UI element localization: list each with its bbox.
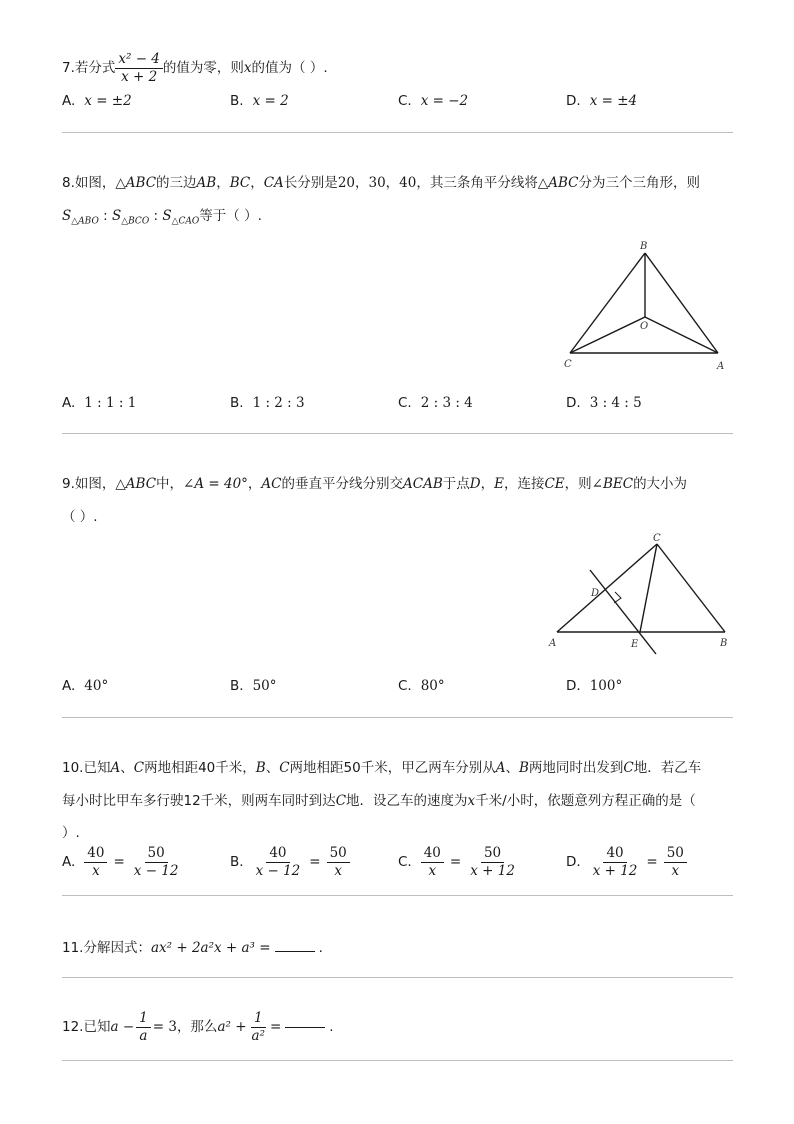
- q9-stem-line2: [62, 511, 98, 525]
- q8-s2-sub: △BCO: [121, 216, 150, 227]
- q12-frac2-den: a²: [251, 1027, 265, 1044]
- divider: [62, 717, 733, 718]
- lhs-den: x − 12: [255, 862, 301, 879]
- q10-text: 地．设乙车的速度为: [346, 793, 468, 809]
- q9-option-a[interactable]: [62, 680, 108, 694]
- q10-option-d[interactable]: [566, 846, 687, 879]
- option-text: 1 : 2 : 3: [252, 395, 305, 411]
- option-text: x = ±2: [84, 93, 132, 109]
- option-text: 2 : 3 : 4: [420, 395, 473, 411]
- q12-frac1-num: 1: [136, 1011, 151, 1028]
- q9-figure: [545, 532, 735, 662]
- q7-option-b[interactable]: [230, 95, 289, 109]
- q9-label-a: A: [549, 638, 557, 649]
- q10-b: B: [255, 760, 266, 776]
- q8-label-a: A: [717, 361, 725, 372]
- q8-text: ，: [250, 175, 264, 191]
- option-label: A.: [62, 93, 76, 109]
- q9-e: E: [494, 476, 504, 492]
- q10-c: C: [133, 760, 145, 776]
- q10-text: 两地同时出发到: [528, 760, 624, 776]
- option-text: 1 : 1 : 1: [84, 395, 137, 411]
- q8-s2: S: [111, 208, 122, 224]
- q8-label-c: C: [564, 359, 572, 370]
- q9-text: ，: [480, 476, 495, 492]
- q9-text: 于点: [442, 476, 470, 492]
- q10-c2: C: [279, 760, 290, 776]
- q10-text: 两地相距50千米，甲乙两车分别从: [289, 760, 496, 776]
- q8-text: 长分别是: [283, 175, 338, 191]
- rhs-den: x: [334, 862, 342, 879]
- q7-frac-den: x + 2: [121, 68, 158, 85]
- q9-bec: ∠BEC: [591, 476, 634, 492]
- lhs-den: x: [92, 862, 100, 879]
- q10-a2: A: [495, 760, 506, 776]
- q9-text: 的垂直平分线分别交: [281, 476, 404, 492]
- q8-s3: S: [162, 208, 172, 224]
- q7-option-d[interactable]: [566, 95, 637, 109]
- divider: [62, 977, 733, 978]
- q9-text: 的大小为: [633, 476, 688, 492]
- q9-paren: （ ）.: [62, 509, 98, 525]
- rhs-fraction: [327, 846, 350, 879]
- q12-a-minus: a −: [110, 1018, 135, 1035]
- q10-stem-line1: [62, 762, 701, 776]
- q8-edge-ba: [645, 253, 718, 353]
- rhs-num: 50: [481, 846, 504, 863]
- q8-stem-line1: [62, 177, 700, 191]
- rhs-num: 50: [145, 846, 168, 863]
- q8-figure: [555, 235, 735, 375]
- lhs-fraction: [590, 846, 641, 879]
- q8-label-o: O: [640, 321, 649, 332]
- equals: =: [646, 853, 658, 870]
- q8-seg-oc: [570, 317, 645, 353]
- option-text: 100°: [589, 678, 623, 694]
- q11-expr: ax² + 2a²x + a³ =: [150, 940, 271, 956]
- q8-tail: 等于（ ）.: [199, 208, 262, 224]
- q10-stem-line2: [62, 795, 696, 809]
- q10-option-c[interactable]: [398, 846, 518, 879]
- q8-option-b[interactable]: [230, 397, 305, 411]
- q7-option-c[interactable]: [398, 95, 468, 109]
- q8-text: 8.如图，: [62, 175, 116, 191]
- lhs-den: x: [428, 862, 437, 879]
- q9-edge-cb: [657, 544, 725, 632]
- q9-label-e: E: [631, 639, 639, 650]
- lhs-num: 40: [421, 846, 444, 863]
- q8-colon: :: [98, 208, 112, 224]
- option-text: 40°: [84, 678, 109, 694]
- q7-prefix: 7.若分式: [62, 59, 116, 76]
- divider: [62, 1060, 733, 1061]
- option-label: C.: [398, 93, 412, 109]
- q10-option-b[interactable]: [230, 846, 350, 879]
- q8-s1-sub: △ABO: [71, 216, 99, 227]
- q12-frac1: [136, 1011, 151, 1044]
- q12-eq1: = 3: [152, 1018, 177, 1035]
- q10-text: 、: [505, 760, 519, 776]
- q9-text: 中，: [156, 476, 184, 492]
- q8-nums: 20，30，40: [337, 175, 417, 191]
- q8-stem-line2: [62, 210, 262, 227]
- option-label: A.: [62, 853, 76, 870]
- q8-seg-oa: [645, 317, 718, 353]
- q9-ce: CE: [544, 476, 565, 492]
- rhs-fraction: [467, 846, 518, 879]
- q8-option-d[interactable]: [566, 397, 642, 411]
- lhs-num: 40: [266, 846, 289, 863]
- q10-b2: B: [518, 760, 529, 776]
- option-label: A.: [62, 678, 76, 694]
- q12-a2-plus: a² +: [217, 1018, 247, 1035]
- q10-text: 、: [120, 760, 134, 776]
- option-label: C.: [398, 678, 412, 694]
- lhs-fraction: [84, 846, 107, 879]
- option-label: D.: [566, 678, 581, 694]
- q8-edge-bc: [570, 253, 645, 353]
- q8-ca: CA: [263, 175, 284, 191]
- q8-tri2: △ABC: [537, 175, 579, 191]
- q10-paren-close: ）.: [62, 825, 80, 841]
- q8-option-a[interactable]: [62, 397, 136, 411]
- q9-d: D: [469, 476, 481, 492]
- q10-text: 、: [265, 760, 280, 776]
- equals: =: [449, 853, 462, 870]
- rhs-den: x − 12: [133, 862, 179, 879]
- q12-suffix: .: [329, 1018, 334, 1035]
- q10-a: A: [110, 760, 121, 776]
- q9-perp-bisector: [590, 570, 656, 654]
- q11-prefix: 11.分解因式：: [62, 940, 151, 956]
- rhs-den: x: [671, 862, 680, 879]
- option-label: D.: [566, 93, 581, 109]
- option-label: B.: [230, 93, 244, 109]
- option-label: B.: [230, 395, 244, 411]
- q7-mid: 的值为零，则: [162, 59, 244, 76]
- q9-tri: △ABC: [115, 476, 157, 492]
- option-label: B.: [230, 853, 244, 870]
- rhs-den: x + 12: [470, 862, 515, 879]
- q9-option-d[interactable]: [566, 680, 622, 694]
- rhs-fraction: [664, 846, 687, 879]
- option-label: C.: [398, 853, 412, 870]
- q8-s1: S: [62, 208, 72, 224]
- option-text: 80°: [420, 678, 445, 694]
- q12-frac1-den: a: [139, 1027, 148, 1044]
- q10-text: 两地相距40千米，: [144, 760, 256, 776]
- q9-option-b[interactable]: [230, 680, 277, 694]
- divider: [62, 433, 733, 434]
- lhs-num: 40: [84, 846, 107, 863]
- rhs-num: 50: [664, 846, 687, 863]
- option-label: D.: [566, 853, 581, 870]
- option-label: B.: [230, 678, 244, 694]
- lhs-fraction: [253, 846, 304, 879]
- divider: [62, 132, 733, 133]
- q7-option-a[interactable]: [62, 95, 132, 109]
- q10-option-a[interactable]: [62, 846, 181, 879]
- option-text: x = −2: [420, 93, 469, 109]
- q9-option-c[interactable]: [398, 680, 445, 694]
- q9-text: ，则: [564, 476, 592, 492]
- lhs-den: x + 12: [592, 862, 638, 879]
- q7-frac-num: x² − 4: [115, 52, 163, 69]
- option-label: A.: [62, 395, 76, 411]
- q9-angle: ∠A = 40°: [183, 476, 248, 492]
- q9-label-b: B: [720, 638, 728, 649]
- option-label: C.: [398, 395, 412, 411]
- q10-text: 10.已知: [62, 760, 111, 776]
- q8-ab: AB: [196, 175, 217, 191]
- q8-label-b: B: [640, 241, 648, 252]
- q9-text: 9.如图，: [62, 476, 116, 492]
- q10-x: x: [467, 793, 476, 809]
- lhs-num: 40: [603, 846, 626, 863]
- q10-text: 千米/小时，依题意列方程正确的是（: [475, 793, 696, 809]
- q12-frac2: [249, 1011, 268, 1044]
- q12-prefix: 12.已知: [62, 1018, 111, 1035]
- q8-text: ，: [216, 175, 230, 191]
- q12-eq2: =: [269, 1018, 282, 1035]
- option-text: x = ±4: [589, 93, 638, 109]
- q7-var: x: [243, 59, 252, 76]
- equals: =: [113, 853, 125, 870]
- option-text: 3 : 4 : 5: [589, 395, 642, 411]
- q10-text: 地．若乙车: [633, 760, 702, 776]
- q12-mid: ，那么: [176, 1018, 218, 1035]
- q8-s3-sub: △CAO: [171, 216, 200, 227]
- q8-option-c[interactable]: [398, 397, 473, 411]
- divider: [62, 895, 733, 896]
- q8-colon: :: [149, 208, 163, 224]
- q9-label-c: C: [653, 533, 661, 544]
- q9-stem-line1: [62, 478, 687, 492]
- q7-stem: [62, 52, 328, 85]
- q12-frac2-num: 1: [251, 1011, 266, 1028]
- q11-suffix: .: [318, 940, 323, 956]
- lhs-fraction: [421, 846, 444, 879]
- q7-fraction: [115, 52, 163, 85]
- q11-answer-blank[interactable]: [275, 951, 315, 952]
- q8-text: 的三边: [156, 175, 197, 191]
- option-label: D.: [566, 395, 581, 411]
- q8-text: ，其三条角平分线将: [416, 175, 538, 191]
- rhs-num: 50: [327, 846, 350, 863]
- q9-label-d: D: [591, 588, 600, 599]
- q9-text: ，连接: [503, 476, 545, 492]
- q12-stem: [62, 1011, 334, 1044]
- q7-suffix: 的值为（ ）.: [251, 59, 328, 76]
- q9-acab: ACAB: [403, 476, 443, 492]
- rhs-fraction: [131, 846, 182, 879]
- q10-text: 每小时比甲车多行驶12千米，则两车同时到达: [62, 793, 336, 809]
- q9-text: ，: [247, 476, 262, 492]
- q9-ac: AC: [261, 476, 282, 492]
- q12-answer-blank[interactable]: [285, 1027, 325, 1028]
- q10-c4: C: [335, 793, 347, 809]
- option-text: x = 2: [252, 93, 289, 109]
- equals: =: [309, 853, 321, 870]
- q10-c3: C: [623, 760, 634, 776]
- q8-tri: △ABC: [115, 175, 157, 191]
- q8-text: 分为三个三角形，则: [578, 175, 700, 191]
- option-text: 50°: [252, 678, 277, 694]
- q8-bc: BC: [229, 175, 251, 191]
- q10-stem-line3: [62, 827, 80, 841]
- q11-stem: [62, 942, 323, 956]
